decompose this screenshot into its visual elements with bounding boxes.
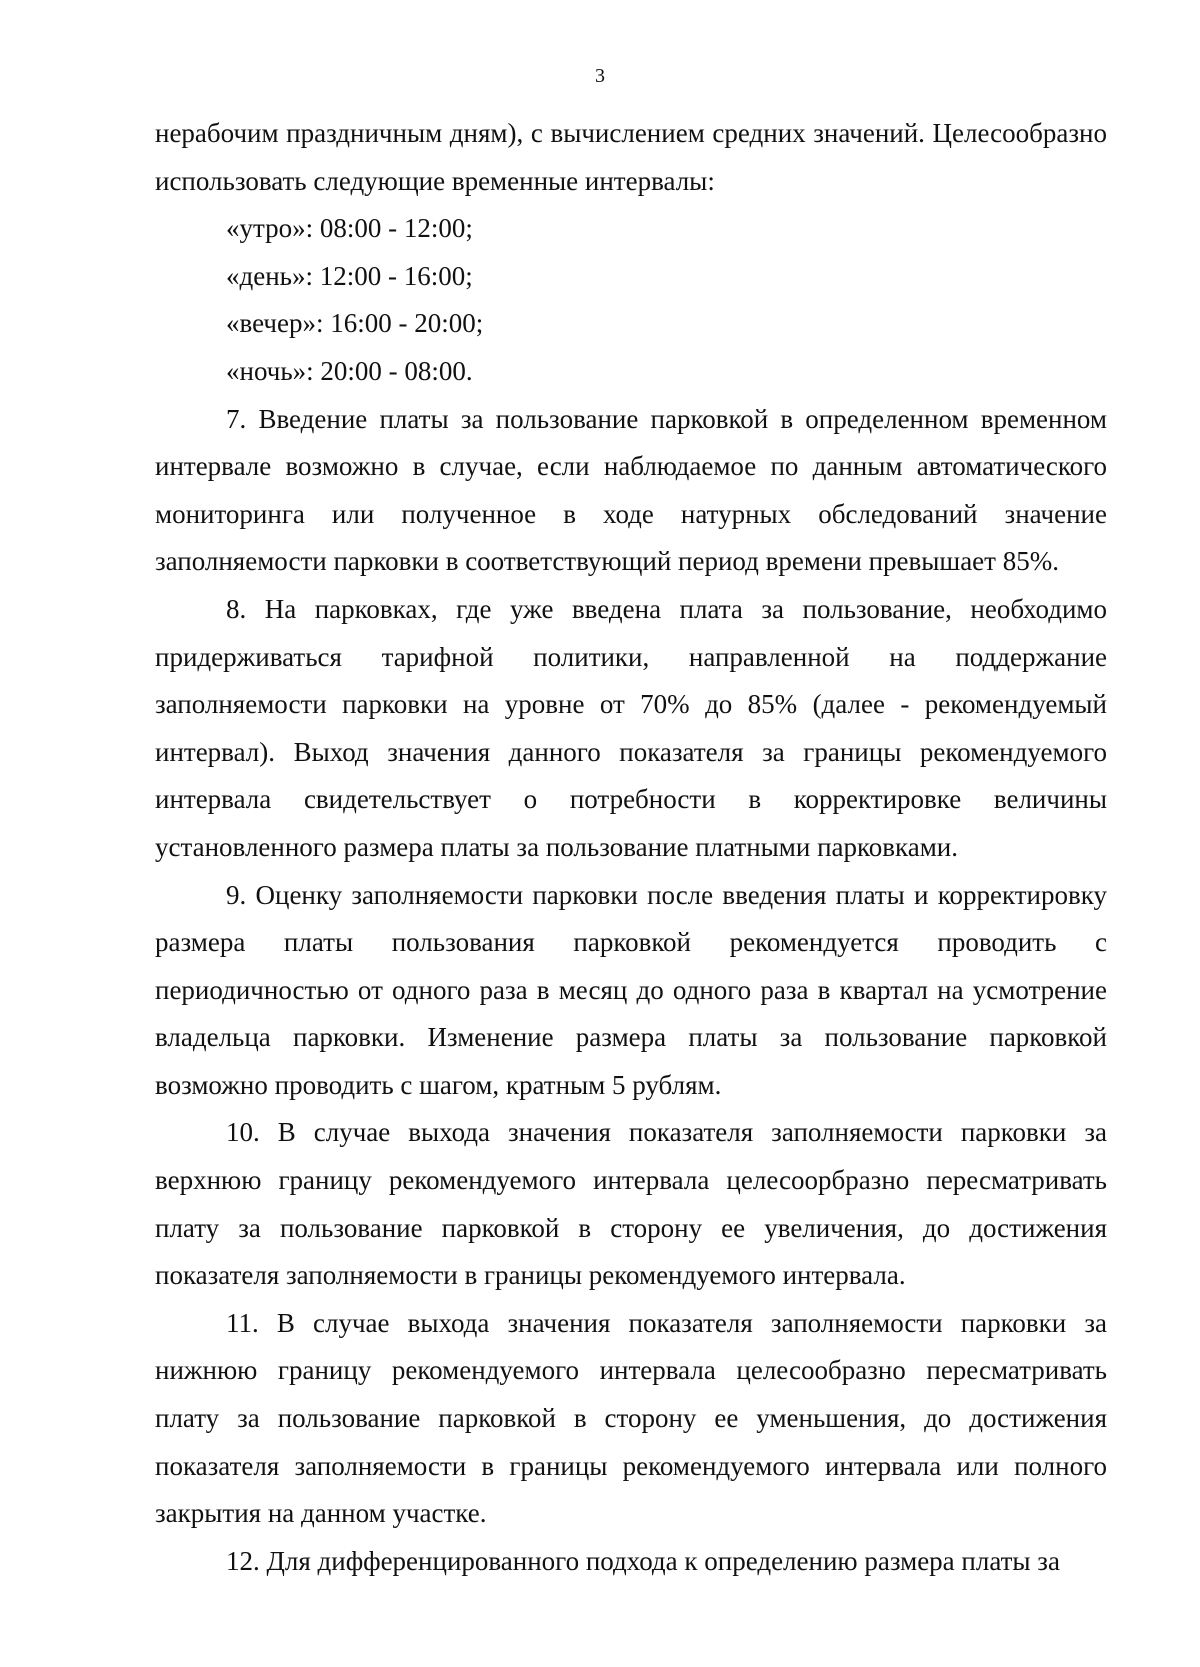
paragraph-8: 8. На парковках, где уже введена плата за пользование, необходимо придерживаться тарифной политики, направленной на поддержание заполняемости парковки на уровне от 70% до 85% (далее - рекомендуемый интервал). Выход значения данного показателя за границы рекомендуемого интервала свидетельствует о потребности в корректировке величины установленного размера платы за пользование платными парковками. xyxy=(155,593,1107,862)
interval-day: «день»: 12:00 - 16:00; xyxy=(226,260,473,291)
document-body xyxy=(155,110,1107,1585)
interval-night: «ночь»: 20:00 - 08:00. xyxy=(226,355,473,386)
paragraph-10: 10. В случае выхода значения показателя заполняемости парковки за верхнюю границу рекомендуемого интервала целесоорбразно пересматривать плату за пользование парковкой в сторону ее увеличения, до достижения показателя заполняемости в границы рекомендуемого интервала. xyxy=(155,1117,1107,1291)
interval-morning: «утро»: 08:00 - 12:00; xyxy=(226,213,473,244)
paragraph-9: 9. Оценку заполняемости парковки после введения платы и корректировку размера платы пользования парковкой рекомендуется проводить с периодичностью от одного раза в месяц до одного раза в квартал на усмотрение владельца парковки. Изменение размера платы за пользование парковкой возможно проводить с шагом, кратным 5 рублям. xyxy=(155,879,1107,1100)
interval-evening: «вечер»: 16:00 - 20:00; xyxy=(226,308,484,339)
paragraph-7: 7. Введение платы за пользование парковкой в определенном временном интервале возможно в случае, если наблюдаемое по данным автоматического мониторинга или полученное в ходе натурных обследований значение заполняемости парковки в соответствующий период времени превышает 85%. xyxy=(155,403,1107,577)
page-number: 3 xyxy=(595,65,605,87)
paragraph-12: 12. Для дифференцированного подхода к определению размера платы за xyxy=(226,1545,1060,1576)
paragraph-11: 11. В случае выхода значения показателя заполняемости парковки за нижнюю границу рекомендуемого интервала целесообразно пересматривать плату за пользование парковкой в сторону ее уменьшения, до достижения показателя заполняемости в границы рекомендуемого интервала или полного закрытия на данном участке. xyxy=(155,1307,1107,1529)
paragraph-intro: нерабочим праздничным дням), с вычислением средних значений. Целесообразно использовать следующие временные интервалы: xyxy=(155,118,1107,196)
